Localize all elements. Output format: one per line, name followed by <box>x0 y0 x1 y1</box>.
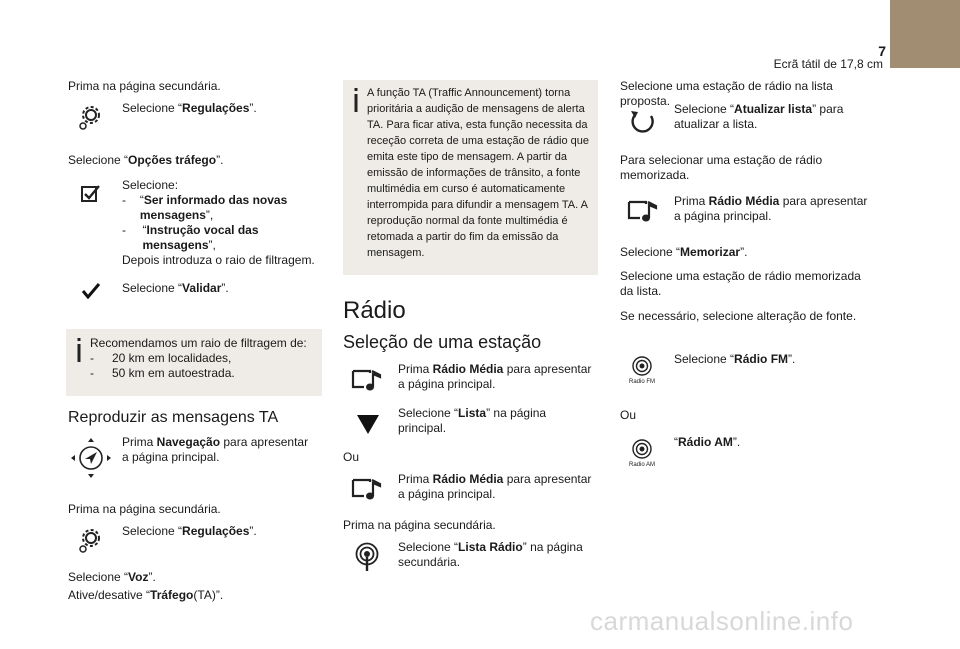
section-title: Rádio <box>343 297 406 324</box>
section-heading: Reproduzir as mensagens TA <box>68 409 279 426</box>
instruction-text: Prima na página secundária. <box>68 79 221 93</box>
list-item: - 20 km em localidades, <box>90 351 232 365</box>
page-number: 7 <box>878 43 886 59</box>
refresh-icon <box>629 108 657 136</box>
step-text: Selecione “Opções tráfego”. <box>68 153 224 167</box>
step-text: Prima Rádio Média para apresentar a página principal. <box>398 472 592 501</box>
section-heading: Seleção de uma estação <box>343 332 542 352</box>
instruction-text: Prima na página secundária. <box>68 502 221 516</box>
radio-list-icon <box>354 542 380 572</box>
instruction-text: Selecione uma estação de rádio na lista proposta. <box>620 79 833 108</box>
step-text: Selecione “Regulações”. <box>122 101 257 115</box>
options-list: Selecione: - “Ser informado das novas mensagens”, - “Instrução vocal das mensagens”, Depois introduza o raio de filtragem. <box>122 178 322 268</box>
instruction-text: Para selecionar uma estação de rádio memorizada. <box>620 153 823 182</box>
step-text: Selecione “Validar”. <box>122 281 229 295</box>
step-text: Prima Rádio Média para apresentar a página principal. <box>398 362 592 391</box>
step-text: Selecione “Voz”. <box>68 570 156 584</box>
checkbox-icon <box>80 184 102 204</box>
step-text: Selecione “Atualizar lista” para atualizar a lista. <box>674 102 844 131</box>
instruction-text: Selecione uma estação de rádio memorizada da lista. <box>620 269 861 298</box>
step-text: Selecione “Lista” na página principal. <box>398 406 547 435</box>
list-item: - “Ser informado das novas mensagens”, <box>122 193 288 222</box>
settings-gear-icon <box>78 103 102 131</box>
page-corner-tab <box>890 0 960 68</box>
settings-gear-icon <box>78 526 102 554</box>
radio-media-icon <box>626 198 660 224</box>
or-text: Ou <box>620 408 637 422</box>
info-icon <box>352 88 360 112</box>
checkmark-icon <box>81 283 101 299</box>
step-text: Prima Navegação para apresentar a página principal. <box>122 435 309 464</box>
instruction-text: Se necessário, selecione alteração de fonte. <box>620 309 857 323</box>
radio-media-icon <box>350 367 384 393</box>
navigation-icon <box>70 437 112 479</box>
watermark: carmanualsonline.info <box>590 606 854 636</box>
step-text: Selecione “Lista Rádio” na página secundária. <box>398 540 583 569</box>
step-text: Ative/desative “Tráfego(TA)”. <box>68 588 224 602</box>
info-note: A função TA (Traffic Announcement) torna prioritária a audição de mensagens de alerta TA. Para ficar ativa, esta função necessita da receção correta de uma estação de rádio que emita este tipo de mensagem. A partir da emissão de informações de trânsito, a fonte multimédia em curso é automaticamente interrompida para difundir a mensagem TA. A reprodução normal da fonte multimédia é retomada a partir do fim da emissão da mensagem. <box>343 80 598 275</box>
info-icon <box>75 338 83 362</box>
radio-media-icon <box>350 476 384 502</box>
radio-fm-icon <box>631 355 653 377</box>
triangle-down-icon <box>355 413 381 435</box>
list-item: - 50 km em autoestrada. <box>90 366 235 380</box>
list-item: - “Instrução vocal das mensagens”, <box>122 223 259 252</box>
instruction-text: Prima na página secundária. <box>343 518 496 532</box>
page-title: Ecrã tátil de 17,8 cm <box>773 57 883 71</box>
radio-fm-icon-label: Radio FM <box>628 379 655 385</box>
step-text: Prima Rádio Média para apresentar a página principal. <box>674 194 868 223</box>
radio-am-icon-label: Radio AM <box>628 462 655 468</box>
step-text: Selecione “Memorizar”. <box>620 245 748 259</box>
step-text: “Rádio AM”. <box>674 435 741 449</box>
or-text: Ou <box>343 450 360 464</box>
step-text: Selecione “Regulações”. <box>122 524 257 538</box>
info-note: Recomendamos um raio de filtragem de: - 20 km em localidades, - 50 km em autoestrada. <box>66 329 322 396</box>
radio-am-icon <box>631 438 653 460</box>
step-text: Selecione “Rádio FM”. <box>674 352 796 366</box>
